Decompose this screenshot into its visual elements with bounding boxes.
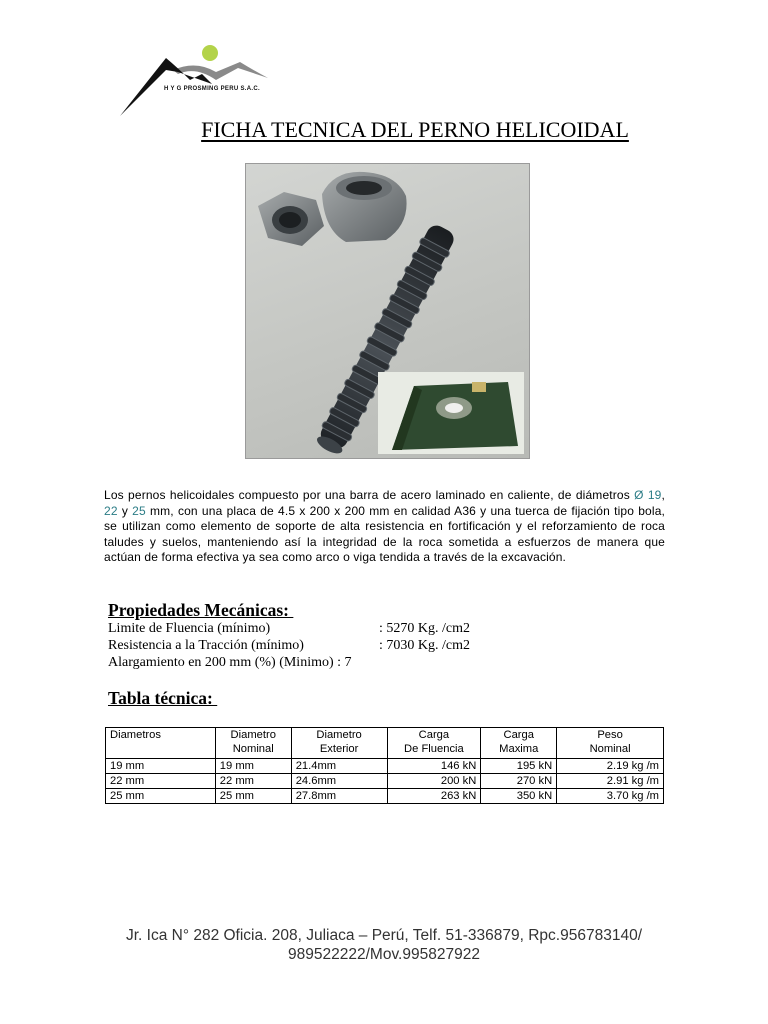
property-label: Alargamiento en 200 mm (%) (Minimo) : 7 (108, 655, 352, 670)
description-text-1: Los pernos helicoidales compuesto por una barra de acero laminado en caliente, de diámetros (104, 488, 635, 502)
table-cell: 27.8mm (291, 789, 387, 804)
table-cell: 263 kN (387, 789, 481, 804)
column-header-diametro-exterior: Diametro Exterior (291, 728, 387, 759)
column-header-diametros: Diametros (106, 728, 216, 759)
property-label: Limite de Fluencia (mínimo) (108, 621, 271, 636)
description-sep-2: y (117, 503, 133, 518)
helical-bolt-image-icon (246, 164, 530, 459)
property-value: : 5270 Kg. /cm2 (379, 621, 470, 636)
footer-line-1: Jr. Ica N° 282 Oficia. 208, Juliaca – Perú, Telf. 51-336879, Rpc.956783140/ (125, 927, 642, 944)
table-cell: 22 mm (106, 774, 216, 789)
property-row (108, 637, 470, 654)
table-row (106, 759, 664, 774)
table-cell: 25 mm (106, 789, 216, 804)
product-description (104, 488, 665, 566)
table-cell: 2.91 kg /m (557, 774, 664, 789)
footer-line-2: 989522222/Mov.995827922 (288, 946, 480, 963)
table-cell: 22 mm (215, 774, 291, 789)
table-cell: 270 kN (481, 774, 557, 789)
description-sep-1: , (661, 488, 665, 502)
description-text-2: mm, con una placa de 4.5 x 200 x 200 mm en calidad A36 y una tuerca de fijación tipo bola, se utilizan como elemento de soporte de alta resistencia en fortificación y el reforzamiento de roca taludes y suelos, manteniendo así la integridad de la roca sometida a esfuerzos de manera que actúan de forma efectiva ya sea como arco o viga tendida a través de la excavación. (104, 503, 665, 565)
product-photo (245, 163, 530, 459)
tech-table-heading: Tabla técnica: (108, 688, 218, 708)
table-cell: 350 kN (481, 789, 557, 804)
mechanical-properties-list (108, 620, 470, 671)
company-logo (118, 40, 278, 120)
table-cell: 21.4mm (291, 759, 387, 774)
property-value: : 7030 Kg. /cm2 (379, 638, 470, 653)
property-row (108, 654, 352, 671)
table-cell: 195 kN (481, 759, 557, 774)
table-cell: 2.19 kg /m (557, 759, 664, 774)
diameter-25: 25 (132, 503, 146, 518)
table-row (106, 774, 664, 789)
property-label: Resistencia a la Tracción (mínimo) (108, 638, 304, 653)
table-cell: 19 mm (106, 759, 216, 774)
mountain-logo-icon (118, 40, 278, 120)
page-title: FICHA TECNICA DEL PERNO HELICOIDAL (201, 117, 629, 142)
mechanical-properties-heading: Propiedades Mecánicas: (108, 600, 294, 620)
column-header-carga-maxima: Carga Maxima (481, 728, 557, 759)
diameter-19: Ø 19 (634, 488, 662, 502)
table-cell: 146 kN (387, 759, 481, 774)
table-cell: 19 mm (215, 759, 291, 774)
table-cell: 24.6mm (291, 774, 387, 789)
table-cell: 25 mm (215, 789, 291, 804)
table-row (106, 789, 664, 804)
column-header-diametro-nominal: Diametro Nominal (215, 728, 291, 759)
property-row (108, 620, 470, 637)
table-header-row (106, 728, 664, 759)
diameter-22: 22 (104, 503, 118, 518)
company-name: H Y G PROSMING PERU S.A.C. (164, 86, 260, 92)
column-header-carga-fluencia: Carga De Fluencia (387, 728, 481, 759)
tech-table (105, 727, 664, 804)
column-header-peso-nominal: Peso Nominal (557, 728, 664, 759)
table-cell: 3.70 kg /m (557, 789, 664, 804)
footer-address (0, 926, 768, 964)
table-cell: 200 kN (387, 774, 481, 789)
